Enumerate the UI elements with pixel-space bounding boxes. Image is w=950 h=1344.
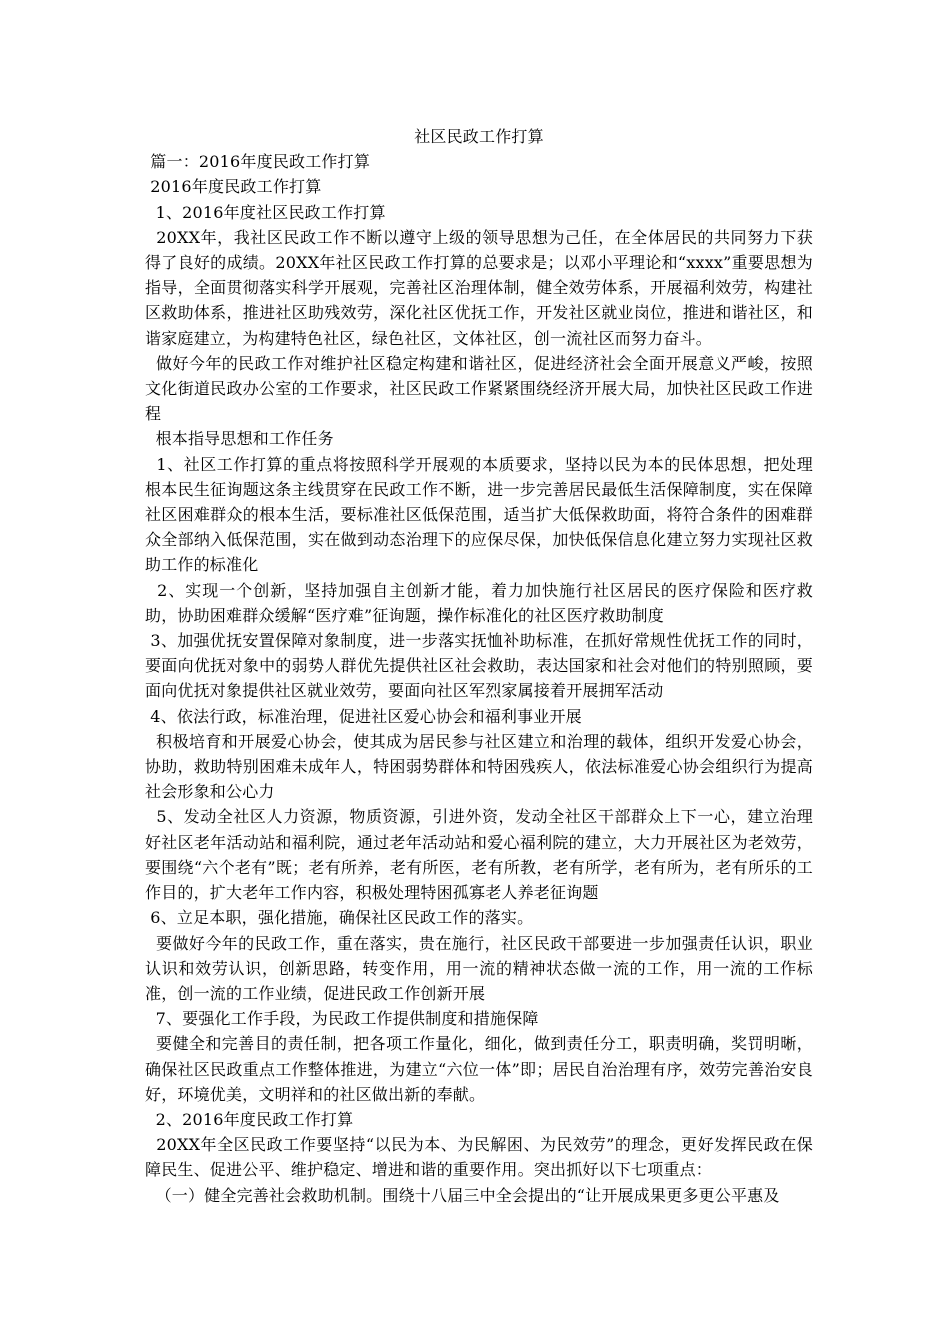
paragraph-heading: 根本指导思想和工作任务	[145, 429, 334, 449]
paragraph-heading-1: 1、2016年度社区民政工作打算	[145, 202, 386, 222]
paragraph-heading-2: 2、2016年度民政工作打算	[145, 1109, 354, 1129]
paragraph: 20XX年，我社区民政工作不断以遵守上级的领导思想为己任，在全体居民的共同努力下获得了良好的成绩。20XX年社区民政工作打算的总要求是；以邓小平理论和“xxxx”重要思想为指导，全面贯彻落实科学开展观，完善社区治理体制，健全效劳体系，开展福利效劳，构建社区救助体系，推进社区助残效劳，深化社区优抚工作，开发社区就业岗位，推进和谐社区，和谐家庭建立，为构建特色社区，绿色社区，文体社区，创一流社区而努力奋斗。	[145, 227, 813, 348]
paragraph: 要做好今年的民政工作，重在落实，贵在施行，社区民政干部要进一步加强责任认识，职业认识和效劳认识，创新思路，转变作用，用一流的精神状态做一流的工作，用一流的工作标准，创一流的工作业绩，促进民政工作创新开展	[145, 933, 813, 1003]
paragraph: 3、加强优抚安置保障对象制度，进一步落实抚恤补助标准，在抓好常规性优抚工作的同时，要面向优抚对象中的弱势人群优先提供社区社会救助，表达国家和社会对他们的特别照顾，要面向优抚对象提供社区就业效劳，要面向社区军烈家属接着开展拥军活动	[145, 631, 813, 701]
paragraph: 5、发动全社区人力资源，物质资源，引进外资，发动全社区干部群众上下一心，建立治理好社区老年活动站和福利院，通过老年活动站和爱心福利院的建立，大力开展社区为老效劳，要围绕“六个老有”既；老有所养，老有所医，老有所教，老有所学，老有所为，老有所乐的工作目的，扩大老年工作内容，积极处理特困孤寡老人养老征询题	[145, 807, 814, 903]
paragraph: 积极培育和开展爱心协会，使其成为居民参与社区建立和治理的载体，组织开发爱心协会，协助，救助特别困难未成年人，特困弱势群体和特困残疾人，依法标准爱心协会组织行为提高社会形象和公心力	[145, 731, 813, 802]
document-body	[145, 124, 813, 1208]
paragraph-heading: 4、依法行政，标准治理，促进社区爱心协会和福利事业开展	[145, 706, 582, 726]
paragraph-section-heading: 篇一：2016年度民政工作打算	[145, 152, 371, 172]
paragraph-heading: 6、立足本职，强化措施，确保社区民政工作的落实。	[145, 908, 534, 928]
paragraph: 要健全和完善目的责任制，把各项工作量化，细化，做到责任分工，职责明确，奖罚明晰，确保社区民政重点工作整体推进，为建立“六位一体”即；居民自治治理有序，效劳完善治安良好，环境优美，文明祥和的社区做出新的奉献。	[145, 1034, 813, 1104]
paragraph: （一）健全完善社会救助机制。围绕十八届三中全会提出的“让开展成果更多更公平惠及	[145, 1185, 780, 1205]
paragraph-heading: 7、要强化工作手段，为民政工作提供制度和措施保障	[145, 1009, 539, 1029]
paragraph: 做好今年的民政工作对维护社区稳定构建和谐社区，促进经济社会全面开展意义严峻，按照文化街道民政办公室的工作要求，社区民政工作紧紧围绕经济开展大局，加快社区民政工作进程	[145, 353, 813, 424]
document-title: 社区民政工作打算	[414, 127, 544, 146]
paragraph: 1、社区工作打算的重点将按照科学开展观的本质要求，坚持以民为本的民体思想，把处理根本民生征询题这条主线贯穿在民政工作不断，进一步完善居民最低生活保障制度，实在保障社区困难群众的根本生活，要标准社区低保范围，适当扩大低保救助面，将符合条件的困难群众全部纳入低保范围，实在做到动态治理下的应保尽保，加快低保信息化建立努力实现社区救助工作的标准化	[145, 454, 814, 575]
paragraph: 2、实现一个创新，坚持加强自主创新才能，着力加快施行社区居民的医疗保险和医疗救助，协助困难群众缓解“医疗难”征询题，操作标准化的社区医疗救助制度	[145, 580, 814, 625]
paragraph-subtitle: 2016年度民政工作打算	[145, 177, 322, 197]
paragraph: 20XX年全区民政工作要坚持“以民为本、为民解困、为民效劳”的理念，更好发挥民政在保障民生、促进公平、维护稳定、增进和谐的重要作用。突出抓好以下七项重点：	[145, 1135, 813, 1180]
